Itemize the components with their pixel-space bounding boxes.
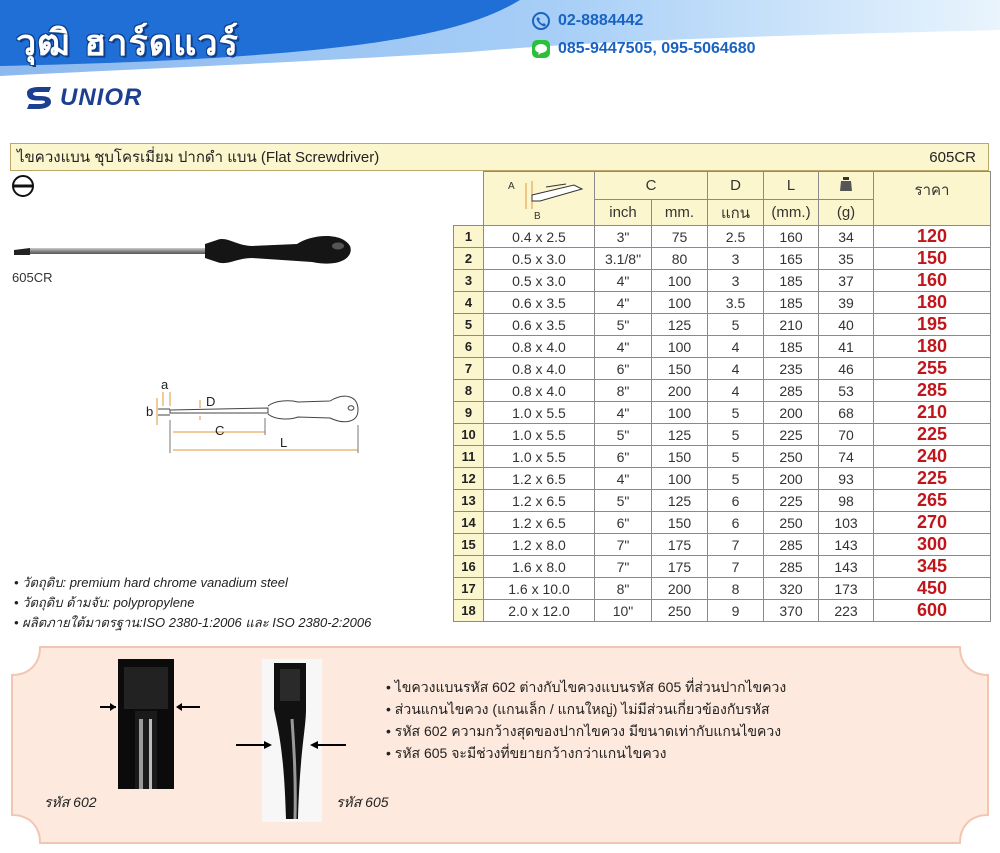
table-row bbox=[454, 402, 991, 424]
cell-l: 250 bbox=[764, 512, 819, 534]
cell-inch: 3" bbox=[595, 226, 652, 248]
table-row bbox=[454, 468, 991, 490]
cell-ab: 1.6 x 8.0 bbox=[484, 556, 595, 578]
cell-price: 180 bbox=[874, 336, 991, 358]
cell-price: 265 bbox=[874, 490, 991, 512]
cell-no: 12 bbox=[454, 468, 484, 490]
cell-mm: 125 bbox=[652, 490, 708, 512]
spec-item: • ผลิตภายใต้มาตรฐาน:ISO 2380-1:2006 และ ISO 2380-2:2006 bbox=[14, 613, 371, 633]
cell-inch: 4" bbox=[595, 402, 652, 424]
cell-l: 250 bbox=[764, 446, 819, 468]
cell-inch: 4" bbox=[595, 292, 652, 314]
cell-no: 1 bbox=[454, 226, 484, 248]
cell-no: 9 bbox=[454, 402, 484, 424]
cell-ab: 0.5 x 3.0 bbox=[484, 270, 595, 292]
cell-l: 320 bbox=[764, 578, 819, 600]
table-row bbox=[454, 336, 991, 358]
cell-l: 370 bbox=[764, 600, 819, 622]
unior-mark-icon bbox=[24, 85, 54, 111]
cell-price: 600 bbox=[874, 600, 991, 622]
cell-d: 4 bbox=[708, 358, 764, 380]
cell-mm: 100 bbox=[652, 292, 708, 314]
cell-d: 8 bbox=[708, 578, 764, 600]
cell-d: 5 bbox=[708, 402, 764, 424]
weight-icon bbox=[838, 176, 854, 192]
cell-l: 200 bbox=[764, 468, 819, 490]
cell-price: 180 bbox=[874, 292, 991, 314]
unior-logo bbox=[24, 84, 142, 112]
cell-ab: 1.0 x 5.5 bbox=[484, 446, 595, 468]
note-item: • รหัส 602 ความกว้างสุดของปากไขควง มีขนาดเท่ากับแกนไขควง bbox=[386, 720, 786, 742]
cell-g: 98 bbox=[819, 490, 874, 512]
cell-mm: 100 bbox=[652, 270, 708, 292]
cell-no: 6 bbox=[454, 336, 484, 358]
phone-contact[interactable] bbox=[532, 12, 643, 30]
cell-g: 46 bbox=[819, 358, 874, 380]
cell-g: 74 bbox=[819, 446, 874, 468]
cell-mm: 80 bbox=[652, 248, 708, 270]
cell-mm: 100 bbox=[652, 402, 708, 424]
table-row bbox=[454, 512, 991, 534]
cell-price: 300 bbox=[874, 534, 991, 556]
cell-no: 8 bbox=[454, 380, 484, 402]
subheader-inch: inch bbox=[595, 200, 652, 226]
table-row bbox=[454, 600, 991, 622]
cell-no: 2 bbox=[454, 248, 484, 270]
phone-icon bbox=[532, 12, 550, 30]
header-c: C bbox=[595, 172, 708, 200]
product-image-label: 605CR bbox=[12, 270, 53, 285]
cell-d: 5 bbox=[708, 424, 764, 446]
product-title: ไขควงแบน ชุบโครเมี่ยม ปากดำ แบน (Flat Screwdriver) bbox=[17, 149, 380, 166]
cell-no: 4 bbox=[454, 292, 484, 314]
cell-d: 2.5 bbox=[708, 226, 764, 248]
cell-mm: 75 bbox=[652, 226, 708, 248]
cell-ab: 1.2 x 8.0 bbox=[484, 534, 595, 556]
cell-price: 225 bbox=[874, 424, 991, 446]
header-price: ราคา bbox=[874, 172, 991, 226]
cell-no: 13 bbox=[454, 490, 484, 512]
table-row bbox=[454, 314, 991, 336]
cell-d: 3.5 bbox=[708, 292, 764, 314]
cell-g: 39 bbox=[819, 292, 874, 314]
dim-c-label: C bbox=[215, 423, 225, 438]
cell-d: 5 bbox=[708, 446, 764, 468]
cell-ab: 1.0 x 5.5 bbox=[484, 402, 595, 424]
table-row bbox=[454, 534, 991, 556]
cell-mm: 175 bbox=[652, 556, 708, 578]
dim-l-label: L bbox=[280, 435, 288, 450]
cell-l: 210 bbox=[764, 314, 819, 336]
cell-g: 103 bbox=[819, 512, 874, 534]
cell-g: 223 bbox=[819, 600, 874, 622]
subheader-g: (g) bbox=[819, 200, 874, 226]
dim-d-label: D bbox=[206, 394, 216, 409]
cell-g: 68 bbox=[819, 402, 874, 424]
table-row bbox=[454, 380, 991, 402]
cell-d: 7 bbox=[708, 534, 764, 556]
cell-ab: 0.8 x 4.0 bbox=[484, 380, 595, 402]
cell-inch: 10" bbox=[595, 600, 652, 622]
cell-d: 3 bbox=[708, 248, 764, 270]
cell-d: 7 bbox=[708, 556, 764, 578]
cell-l: 185 bbox=[764, 292, 819, 314]
table-row bbox=[454, 556, 991, 578]
cell-ab: 0.4 x 2.5 bbox=[484, 226, 595, 248]
blade-tip-icon bbox=[494, 175, 584, 219]
spec-item: • วัตถุดิบ ด้ามจับ: polypropylene bbox=[14, 593, 371, 613]
line-chat-icon bbox=[532, 40, 550, 58]
cell-no: 15 bbox=[454, 534, 484, 556]
table-row bbox=[454, 248, 991, 270]
table-row bbox=[454, 424, 991, 446]
table-row bbox=[454, 446, 991, 468]
cell-ab: 1.2 x 6.5 bbox=[484, 512, 595, 534]
cell-no: 7 bbox=[454, 358, 484, 380]
table-row bbox=[454, 270, 991, 292]
header-dim-ab bbox=[484, 172, 595, 226]
cell-ab: 0.8 x 4.0 bbox=[484, 336, 595, 358]
cell-inch: 4" bbox=[595, 336, 652, 358]
note-item: • ส่วนแกนไขควง (แกนเล็ก / แกนใหญ่) ไม่มีส่วนเกี่ยวข้องกับรหัส bbox=[386, 698, 786, 720]
product-code: 605CR bbox=[929, 148, 976, 166]
cell-inch: 5" bbox=[595, 490, 652, 512]
spec-table bbox=[453, 171, 991, 622]
cell-mm: 150 bbox=[652, 358, 708, 380]
cell-inch: 3.1/8" bbox=[595, 248, 652, 270]
cell-l: 235 bbox=[764, 358, 819, 380]
cell-inch: 6" bbox=[595, 358, 652, 380]
table-row bbox=[454, 358, 991, 380]
cell-no: 3 bbox=[454, 270, 484, 292]
cell-l: 225 bbox=[764, 424, 819, 446]
cell-price: 345 bbox=[874, 556, 991, 578]
phone-number: 02-8884442 bbox=[558, 12, 644, 29]
cell-price: 450 bbox=[874, 578, 991, 600]
cell-ab: 1.2 x 6.5 bbox=[484, 490, 595, 512]
cell-inch: 4" bbox=[595, 270, 652, 292]
cell-ab: 1.2 x 6.5 bbox=[484, 468, 595, 490]
cell-mm: 100 bbox=[652, 468, 708, 490]
table-row bbox=[454, 292, 991, 314]
cell-inch: 7" bbox=[595, 534, 652, 556]
cell-inch: 8" bbox=[595, 380, 652, 402]
cell-price: 160 bbox=[874, 270, 991, 292]
cell-d: 6 bbox=[708, 512, 764, 534]
cell-g: 34 bbox=[819, 226, 874, 248]
screwdriver-image bbox=[12, 228, 357, 272]
table-row bbox=[454, 578, 991, 600]
cell-ab: 1.0 x 5.5 bbox=[484, 424, 595, 446]
cell-g: 143 bbox=[819, 534, 874, 556]
cell-price: 210 bbox=[874, 402, 991, 424]
cell-g: 173 bbox=[819, 578, 874, 600]
svg-text:A: A bbox=[508, 180, 515, 192]
flat-tip-icon bbox=[11, 174, 35, 198]
cell-inch: 6" bbox=[595, 446, 652, 468]
dim-b-label: b bbox=[146, 404, 154, 419]
cell-price: 195 bbox=[874, 314, 991, 336]
cell-price: 255 bbox=[874, 358, 991, 380]
table-corner bbox=[454, 172, 484, 226]
cell-mm: 125 bbox=[652, 314, 708, 336]
header-weight bbox=[819, 172, 874, 200]
cell-mm: 125 bbox=[652, 424, 708, 446]
cell-ab: 0.8 x 4.0 bbox=[484, 358, 595, 380]
cell-ab: 0.6 x 3.5 bbox=[484, 314, 595, 336]
cell-mm: 175 bbox=[652, 534, 708, 556]
cell-inch: 5" bbox=[595, 424, 652, 446]
cell-price: 150 bbox=[874, 248, 991, 270]
cell-mm: 100 bbox=[652, 336, 708, 358]
cell-no: 17 bbox=[454, 578, 484, 600]
label-605: รหัส 605 bbox=[336, 794, 389, 810]
cell-d: 6 bbox=[708, 490, 764, 512]
line-contact[interactable] bbox=[532, 40, 756, 58]
cell-inch: 4" bbox=[595, 468, 652, 490]
note-item: • ไขควงแบนรหัส 602 ต่างกับไขควงแบนรหัส 605 ที่ส่วนปากไขควง bbox=[386, 676, 786, 698]
brand-name: วุฒิ ฮาร์ดแวร์ bbox=[16, 23, 239, 64]
cell-price: 240 bbox=[874, 446, 991, 468]
comparison-notes bbox=[386, 676, 786, 764]
cell-g: 53 bbox=[819, 380, 874, 402]
cell-mm: 150 bbox=[652, 446, 708, 468]
cell-inch: 5" bbox=[595, 314, 652, 336]
cell-g: 41 bbox=[819, 336, 874, 358]
cell-no: 11 bbox=[454, 446, 484, 468]
svg-text:B: B bbox=[534, 210, 541, 219]
cell-no: 18 bbox=[454, 600, 484, 622]
cell-price: 285 bbox=[874, 380, 991, 402]
cell-no: 10 bbox=[454, 424, 484, 446]
cell-mm: 150 bbox=[652, 512, 708, 534]
cell-g: 37 bbox=[819, 270, 874, 292]
cell-d: 5 bbox=[708, 314, 764, 336]
cell-mm: 250 bbox=[652, 600, 708, 622]
cell-l: 165 bbox=[764, 248, 819, 270]
table-row bbox=[454, 490, 991, 512]
cell-ab: 0.6 x 3.5 bbox=[484, 292, 595, 314]
cell-inch: 8" bbox=[595, 578, 652, 600]
cell-l: 185 bbox=[764, 336, 819, 358]
cell-no: 14 bbox=[454, 512, 484, 534]
header-d: D bbox=[708, 172, 764, 200]
cell-g: 40 bbox=[819, 314, 874, 336]
cell-l: 285 bbox=[764, 534, 819, 556]
header-l: L bbox=[764, 172, 819, 200]
cell-g: 70 bbox=[819, 424, 874, 446]
cell-price: 270 bbox=[874, 512, 991, 534]
cell-g: 143 bbox=[819, 556, 874, 578]
cell-no: 16 bbox=[454, 556, 484, 578]
cell-ab: 1.6 x 10.0 bbox=[484, 578, 595, 600]
cell-l: 285 bbox=[764, 556, 819, 578]
cell-d: 9 bbox=[708, 600, 764, 622]
dim-a-label: a bbox=[161, 380, 169, 392]
cell-inch: 6" bbox=[595, 512, 652, 534]
cell-d: 4 bbox=[708, 336, 764, 358]
cell-d: 5 bbox=[708, 468, 764, 490]
unior-logo-text: UNIOR bbox=[60, 84, 143, 111]
cell-l: 285 bbox=[764, 380, 819, 402]
subheader-l: (mm.) bbox=[764, 200, 819, 226]
cell-ab: 0.5 x 3.0 bbox=[484, 248, 595, 270]
cell-l: 160 bbox=[764, 226, 819, 248]
product-title-bar bbox=[10, 143, 989, 171]
cell-mm: 200 bbox=[652, 380, 708, 402]
cell-l: 225 bbox=[764, 490, 819, 512]
subheader-d: แกน bbox=[708, 200, 764, 226]
cell-no: 5 bbox=[454, 314, 484, 336]
spec-item: • วัตถุดิบ: premium hard chrome vanadium steel bbox=[14, 573, 371, 593]
note-item: • รหัส 605 จะมีช่วงที่ขยายกว้างกว่าแกนไขควง bbox=[386, 742, 786, 764]
material-specs bbox=[14, 573, 371, 633]
cell-price: 225 bbox=[874, 468, 991, 490]
dimension-diagram bbox=[140, 380, 365, 455]
line-numbers: 085-9447505, 095-5064680 bbox=[558, 40, 756, 57]
cell-ab: 2.0 x 12.0 bbox=[484, 600, 595, 622]
cell-mm: 200 bbox=[652, 578, 708, 600]
cell-l: 200 bbox=[764, 402, 819, 424]
tip-602-image bbox=[100, 659, 212, 789]
label-602: รหัส 602 bbox=[44, 794, 97, 810]
cell-price: 120 bbox=[874, 226, 991, 248]
cell-inch: 7" bbox=[595, 556, 652, 578]
cell-d: 4 bbox=[708, 380, 764, 402]
cell-g: 35 bbox=[819, 248, 874, 270]
cell-d: 3 bbox=[708, 270, 764, 292]
subheader-mm: mm. bbox=[652, 200, 708, 226]
cell-l: 185 bbox=[764, 270, 819, 292]
cell-g: 93 bbox=[819, 468, 874, 490]
table-row bbox=[454, 226, 991, 248]
